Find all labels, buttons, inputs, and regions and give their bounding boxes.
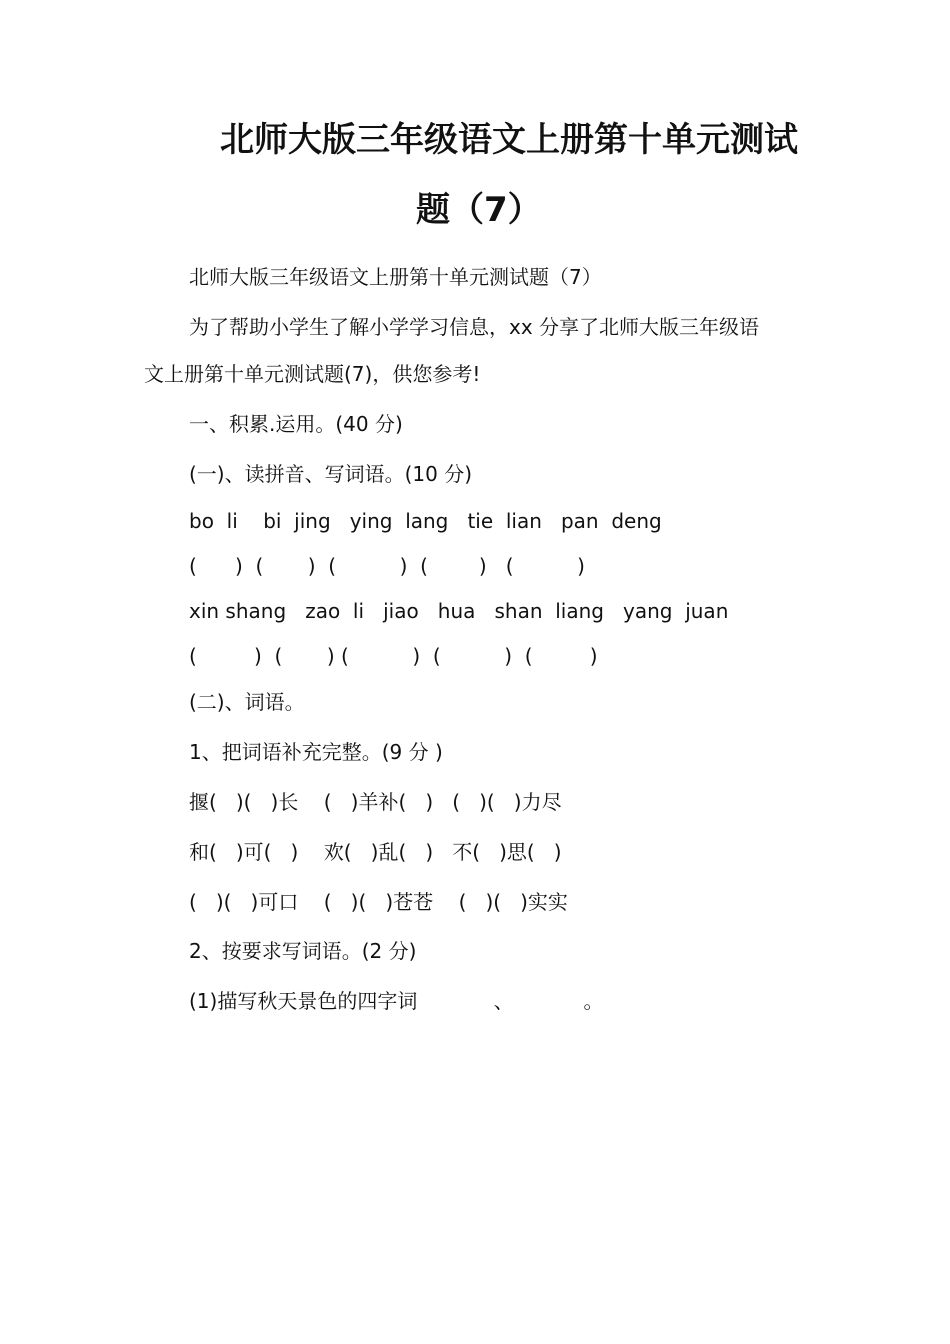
document-title-line-1: 北师大版三年级语文上册第十单元测试	[220, 120, 798, 160]
subtitle-paragraph: 北师大版三年级语文上册第十单元测试题（7）	[189, 265, 602, 289]
section-heading-1: 一、积累.运用。(40 分)	[189, 412, 403, 436]
question-2-heading: 2、按要求写词语。(2 分)	[189, 939, 417, 963]
question-2-item-1: (1)描写秋天景色的四字词 、 。	[189, 989, 604, 1013]
pinyin-row-2: xin shang zao li jiao hua shan liang yang juan	[189, 599, 729, 623]
question-1-heading: 1、把词语补充完整。(9 分 )	[189, 740, 443, 764]
subsection-heading-1: (一)、读拼音、写词语。(10 分)	[189, 462, 473, 486]
intro-paragraph-line-1: 为了帮助小学生了解小学学习信息，xx 分享了北师大版三年级语	[189, 315, 760, 339]
intro-paragraph-line-2: 文上册第十单元测试题(7)，供您参考!	[144, 362, 481, 386]
document-title-line-2: 题（7）	[416, 190, 542, 230]
pinyin-row-1: bo li bi jing ying lang tie lian pan deng	[189, 509, 662, 533]
subsection-heading-2: (二)、词语。	[189, 690, 305, 714]
idiom-fill-row-3: ( )( )可口 ( )( )苍苍 ( )( )实实	[189, 890, 568, 914]
idiom-fill-row-2: 和( )可( ) 欢( )乱( ) 不( )思( )	[189, 840, 562, 864]
idiom-fill-row-1: 揠( )( )长 ( )羊补( ) ( )( )力尽	[189, 790, 562, 814]
answer-blanks-row-1: ( ) ( ) ( ) ( ) ( )	[189, 554, 585, 578]
answer-blanks-row-2: ( ) ( ) ( ) ( ) ( )	[189, 644, 598, 668]
